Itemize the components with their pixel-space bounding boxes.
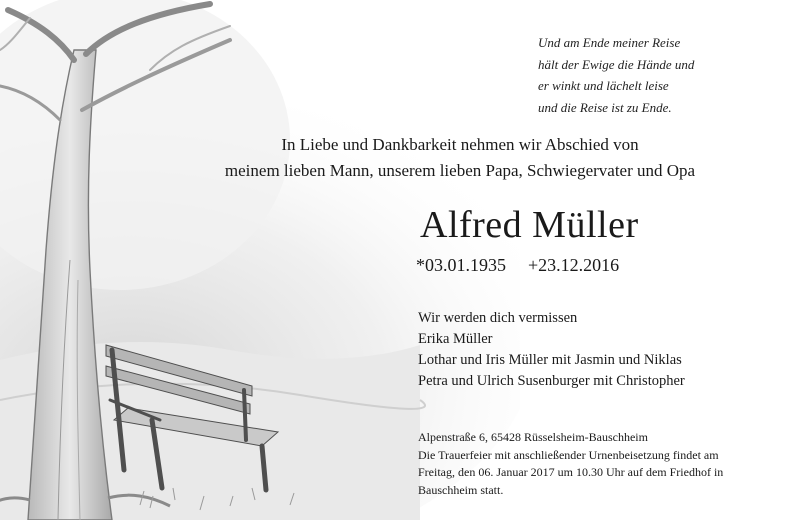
mourners-line: Lothar und Iris Müller mit Jasmin und Niklas bbox=[418, 352, 682, 368]
poem-line: er winkt und lächelt leise bbox=[538, 78, 669, 93]
funeral-info bbox=[418, 429, 788, 499]
poem-line: hält der Ewige die Hände und bbox=[538, 56, 695, 72]
poem-line: und die Reise ist zu Ende. bbox=[538, 99, 672, 115]
mourners-line: Wir werden dich vermissen bbox=[418, 310, 578, 326]
info-line: Freitag, den 06. Januar 2017 um 10.30 Uhr auf dem Friedhof in bbox=[418, 465, 724, 479]
poem bbox=[538, 32, 694, 118]
deceased-name: Alfred Müller bbox=[420, 204, 639, 246]
poem-line: Und am Ende meiner Reise bbox=[538, 35, 681, 50]
intro-text bbox=[180, 132, 740, 184]
info-line: Bauschheim statt. bbox=[418, 482, 504, 497]
mourners-list bbox=[418, 308, 685, 392]
mourners-line: Erika Müller bbox=[418, 331, 493, 347]
mourners-line: Petra und Ulrich Susenburger mit Christopher bbox=[418, 373, 685, 389]
address-line: Alpenstraße 6, 65428 Rüsselsheim-Bauschheim bbox=[418, 430, 648, 444]
intro-line: meinem lieben Mann, unserem lieben Papa, Schwiegervater und Opa bbox=[224, 161, 696, 180]
death-date: +23.12.2016 bbox=[528, 255, 620, 275]
intro-line: In Liebe und Dankbarkeit nehmen wir Abschied von bbox=[281, 135, 639, 154]
info-line: Die Trauerfeier mit anschließender Urnenbeisetzung findet am bbox=[418, 447, 719, 462]
birth-date: *03.01.1935 bbox=[416, 255, 506, 275]
life-dates bbox=[416, 255, 619, 276]
